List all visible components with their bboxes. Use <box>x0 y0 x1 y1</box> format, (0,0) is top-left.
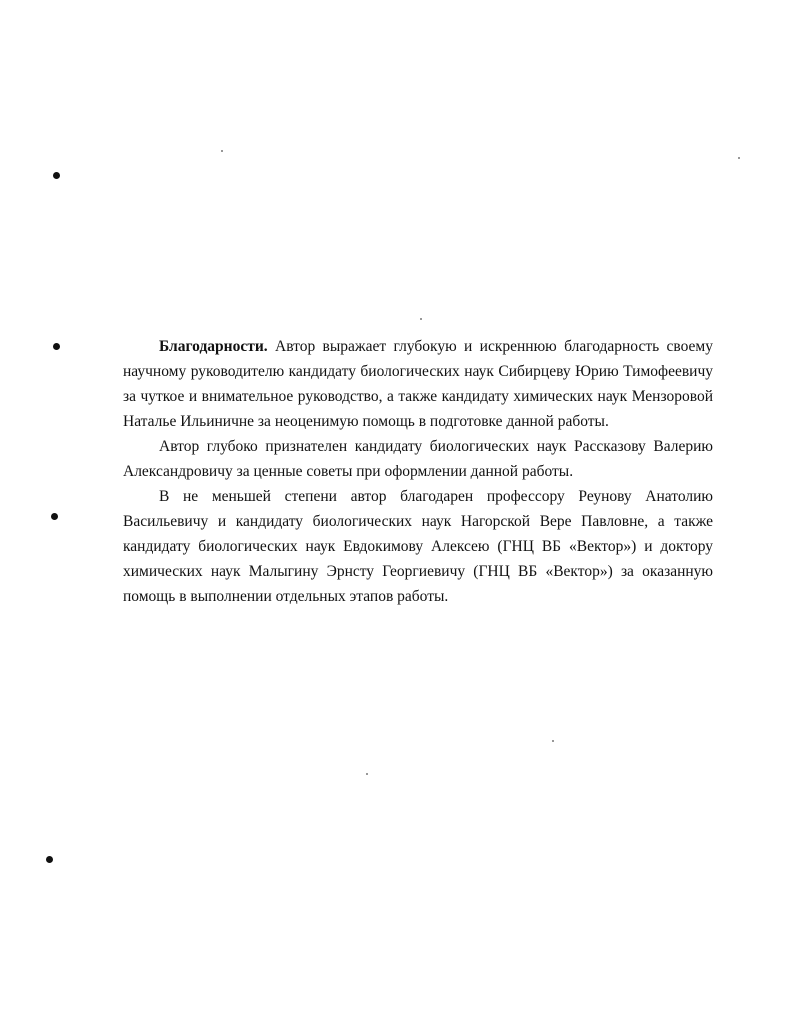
acknowledgements-paragraph-3 <box>123 484 713 609</box>
binder-hole-mark <box>53 343 60 350</box>
scan-speck <box>552 740 554 742</box>
binder-hole-mark <box>53 172 60 179</box>
acknowledgements-section <box>123 334 713 609</box>
scan-speck <box>366 773 368 775</box>
binder-hole-mark <box>51 513 58 520</box>
scan-speck <box>738 157 740 159</box>
scan-speck <box>221 150 223 152</box>
paragraph-text: Автор выражает глубокую и искреннюю благодарность своему научному руководителю кандидату биологических наук Сибирцеву Юрию Тимофеевичу за чуткое и внимательное руководство, а также кандидату химических наук Мензоровой Наталье Ильиничне за неоценимую помощь в подготовке данной работы. <box>123 338 713 430</box>
acknowledgements-paragraph-1 <box>123 334 713 434</box>
acknowledgements-paragraph-2 <box>123 434 713 484</box>
acknowledgements-heading: Благодарности. <box>159 338 268 355</box>
binder-hole-mark <box>46 856 53 863</box>
paragraph-text: В не меньшей степени автор благодарен профессору Реунову Анатолию Васильевичу и кандидату биологических наук Нагорской Вере Павловне, а также кандидату биологических наук Евдокимову Алексею (ГНЦ ВБ «Вектор») и доктору химических наук Малыгину Эрнсту Георгиевичу (ГНЦ ВБ «Вектор») за оказанную помощь в выполнении отдельных этапов работы. <box>123 488 713 605</box>
scan-speck <box>420 318 422 320</box>
paragraph-text: Автор глубоко признателен кандидату биологических наук Рассказову Валерию Александровичу за ценные советы при оформлении данной работы. <box>123 438 713 480</box>
